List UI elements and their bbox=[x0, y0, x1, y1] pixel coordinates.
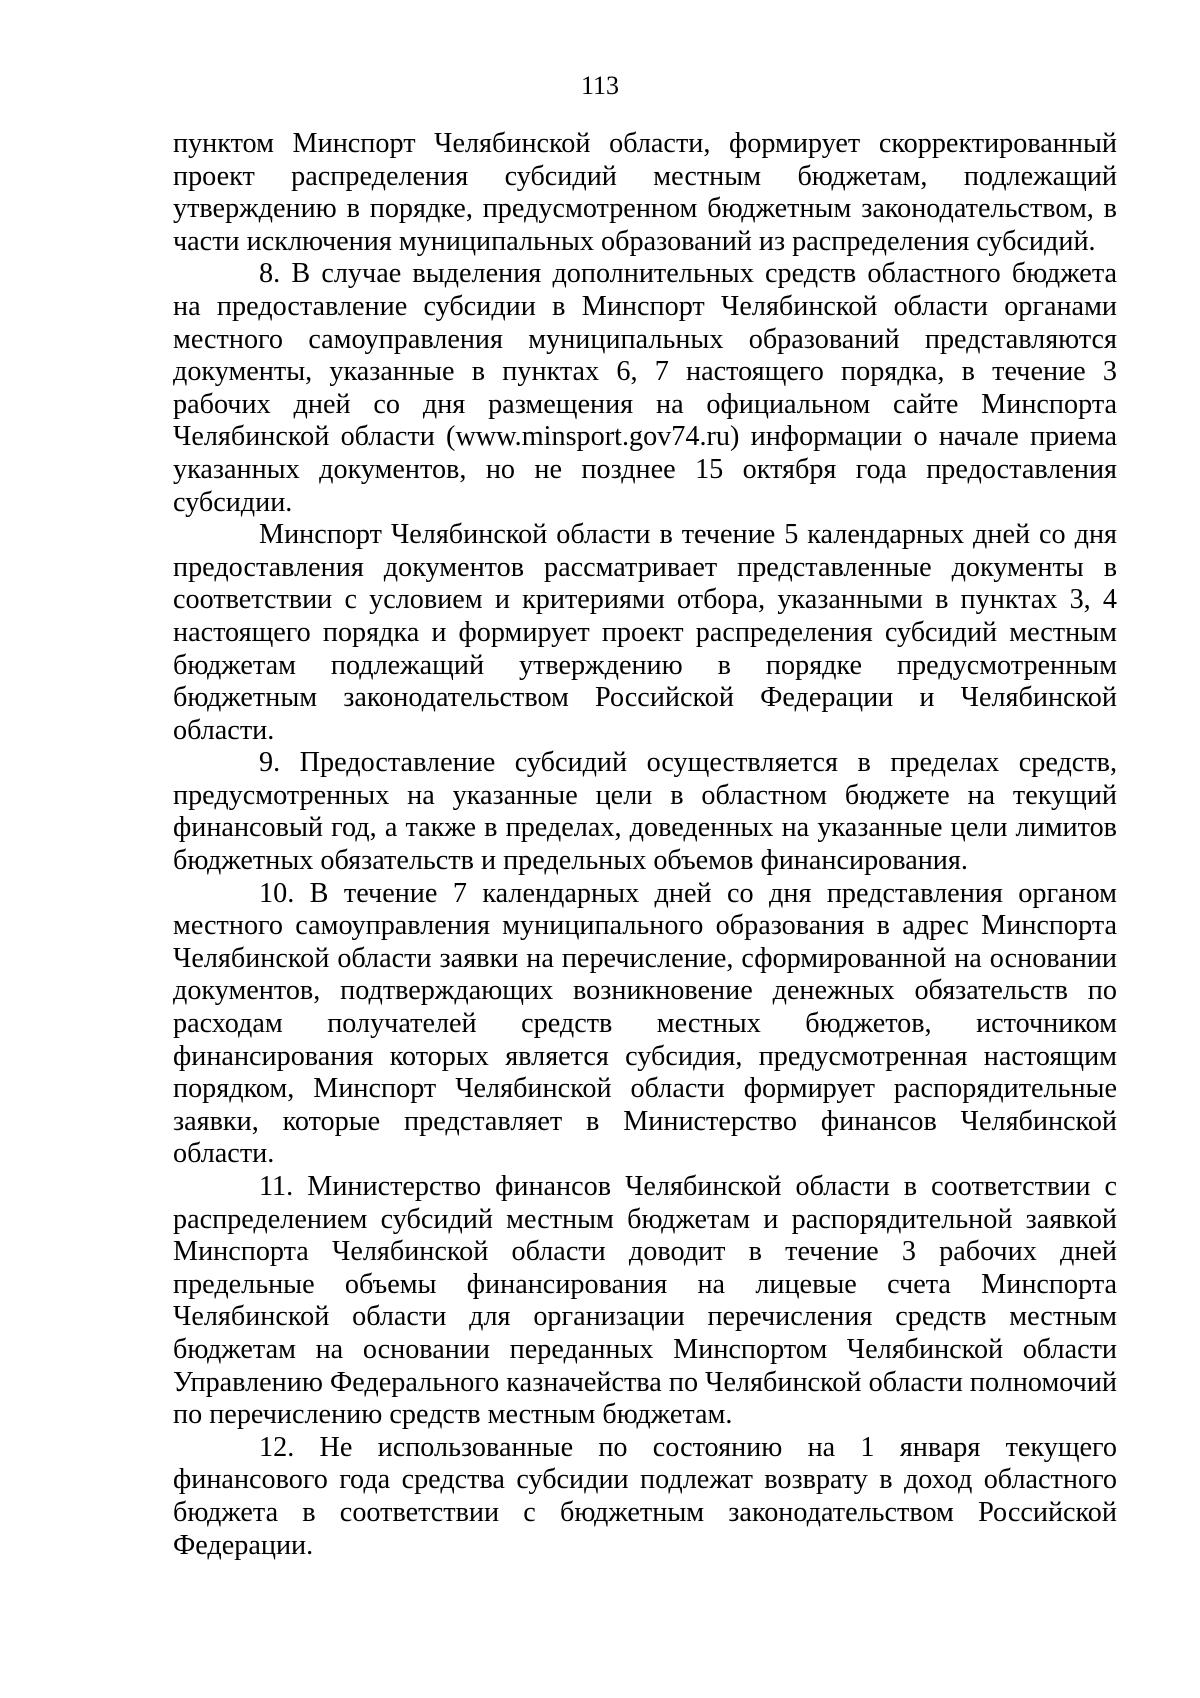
page-number: 113 bbox=[580, 71, 620, 100]
document-body bbox=[173, 128, 1117, 1562]
paragraph-11: 11. Министерство финансов Челябинской области в соответствии с распределением субсидий местным бюджетам и распорядительной заявкой Минспорта Челябинской области доводит в течение 3 рабочих дней предельные объемы финансирования на лицевые счета Минспорта Челябинской области для организации перечисления средств местным бюджетам на основании переданных Минспортом Челябинской области Управлению Федерального казначейства по Челябинской области полномочий по перечислению средств местным бюджетам. bbox=[173, 1171, 1117, 1431]
paragraph-8: 8. В случае выделения дополнительных средств областного бюджета на предоставление субсидии в Минспорт Челябинской области органами местного самоуправления муниципальных образований представляются документы, указанные в пунктах 6, 7 настоящего порядка, в течение 3 рабочих дней со дня размещения на официальном сайте Минспорта Челябинской области (www.minsport.gov74.ru) информации о начале приема указанных документов, но не позднее 15 октября года предоставления субсидии. bbox=[173, 258, 1117, 518]
paragraph-12: 12. Не использованные по состоянию на 1 января текущего финансового года средства субсидии подлежат возврату в доход областного бюджета в соответствии с бюджетным законодательством Российской Федерации. bbox=[173, 1431, 1117, 1561]
paragraph-9: 9. Предоставление субсидий осуществляется в пределах средств, предусмотренных на указанные цели в областном бюджете на текущий финансовый год, а также в пределах, доведенных на указанные цели лимитов бюджетных обязательств и предельных объемов финансирования. bbox=[173, 747, 1117, 877]
paragraph-10: 10. В течение 7 календарных дней со дня представления органом местного самоуправления муниципального образования в адрес Минспорта Челябинской области заявки на перечисление, сформированной на основании документов, подтверждающих возникновение денежных обязательств по расходам получателей средств местных бюджетов, источником финансирования которых является субсидия, предусмотренная настоящим порядком, Минспорт Челябинской области формирует распорядительные заявки, которые представляет в Министерство финансов Челябинской области. bbox=[173, 877, 1117, 1170]
paragraph-8-continued: Минспорт Челябинской области в течение 5 календарных дней со дня предоставления документов рассматривает представленные документы в соответствии с условием и критериями отбора, указанными в пунктах 3, 4 настоящего порядка и формирует проект распределения субсидий местным бюджетам подлежащий утверждению в порядке предусмотренным бюджетным законодательством Российской Федерации и Челябинской области. bbox=[173, 519, 1117, 746]
paragraph-continuation: пунктом Минспорт Челябинской области, формирует скорректированный проект распределения субсидий местным бюджетам, подлежащий утверждению в порядке, предусмотренном бюджетным законодательством, в части исключения муниципальных образований из распределения субсидий. bbox=[173, 128, 1117, 257]
